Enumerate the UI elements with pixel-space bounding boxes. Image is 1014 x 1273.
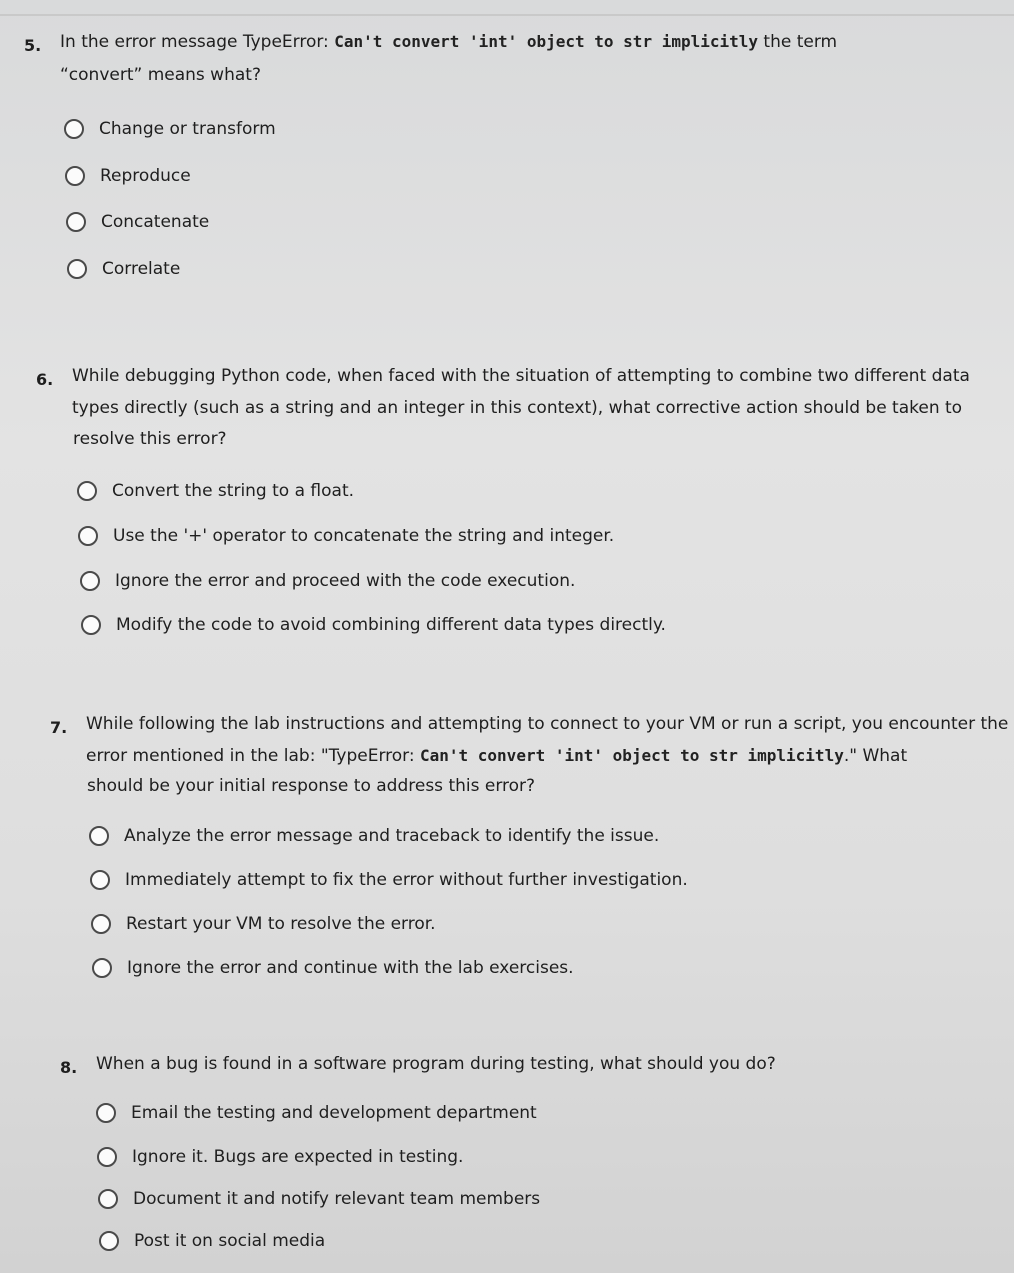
option-label: Ignore the error and proceed with the code execution. <box>115 571 576 591</box>
option-ignore-error[interactable] <box>80 567 575 595</box>
question-number: 6. <box>36 370 54 389</box>
question-prompt-line: “convert” means what? <box>60 65 261 85</box>
question-prompt-line <box>60 26 837 58</box>
option-modify-code[interactable] <box>81 611 666 639</box>
option-ignore-bug[interactable] <box>97 1143 463 1171</box>
option-label: Change or transform <box>99 119 276 139</box>
option-label: Convert the string to a float. <box>112 481 355 501</box>
option-post-social-media[interactable] <box>99 1227 325 1255</box>
option-correlate[interactable] <box>67 255 180 283</box>
option-label: Immediately attempt to fix the error without further investigation. <box>125 870 688 890</box>
option-label: Restart your VM to resolve the error. <box>126 914 436 934</box>
error-code: Can't convert 'int' object to str implicitly <box>334 32 759 51</box>
question-prompt-line: When a bug is found in a software program during testing, what should you do? <box>96 1054 776 1074</box>
option-change-or-transform[interactable] <box>64 115 276 143</box>
question-prompt-line: should be your initial response to address this error? <box>87 776 536 796</box>
option-analyze-error[interactable] <box>89 822 659 850</box>
radio-button[interactable] <box>64 119 84 139</box>
question-prompt-line: While following the lab instructions and attempting to connect to your VM or run a script, you encounter the <box>86 714 1009 734</box>
option-email-department[interactable] <box>96 1099 537 1127</box>
option-ignore-continue[interactable] <box>92 954 574 982</box>
question-prompt-line <box>86 740 907 772</box>
option-label: Analyze the error message and traceback to identify the issue. <box>124 826 660 846</box>
option-label: Email the testing and development department <box>131 1103 537 1123</box>
option-convert-string-to-float[interactable] <box>77 477 354 505</box>
radio-button[interactable] <box>65 166 85 186</box>
question-prompt-line: types directly (such as a string and an integer in this context), what corrective action should be taken to <box>72 398 963 418</box>
radio-button[interactable] <box>81 615 101 635</box>
option-use-plus-operator[interactable] <box>78 522 614 550</box>
option-label: Post it on social media <box>134 1231 326 1251</box>
option-label: Concatenate <box>101 212 210 232</box>
option-label: Ignore the error and continue with the lab exercises. <box>127 958 574 978</box>
question-number: 5. <box>24 36 42 55</box>
radio-button[interactable] <box>66 212 86 232</box>
radio-button[interactable] <box>96 1103 116 1123</box>
option-label: Modify the code to avoid combining different data types directly. <box>116 615 666 635</box>
option-restart-vm[interactable] <box>91 910 436 938</box>
radio-button[interactable] <box>97 1147 117 1167</box>
prompt-text: error mentioned in the lab: "TypeError: <box>86 746 420 766</box>
radio-button[interactable] <box>78 526 98 546</box>
option-label: Correlate <box>102 259 181 279</box>
question-number: 8. <box>60 1058 78 1077</box>
radio-button[interactable] <box>67 259 87 279</box>
option-document-notify[interactable] <box>98 1185 540 1213</box>
question-prompt-line: While debugging Python code, when faced with the situation of attempting to combine two different data <box>72 366 970 386</box>
option-reproduce[interactable] <box>65 162 191 190</box>
prompt-text: In the error message TypeError: <box>60 32 335 52</box>
radio-button[interactable] <box>98 1189 118 1209</box>
top-divider <box>0 14 1014 16</box>
prompt-text: the term <box>758 32 838 52</box>
radio-button[interactable] <box>99 1231 119 1251</box>
option-label: Document it and notify relevant team members <box>133 1189 541 1209</box>
question-number: 7. <box>50 718 68 737</box>
option-label: Reproduce <box>100 166 191 186</box>
option-concatenate[interactable] <box>66 208 209 236</box>
radio-button[interactable] <box>92 958 112 978</box>
radio-button[interactable] <box>80 571 100 591</box>
error-code: Can't convert 'int' object to str implicitly <box>419 746 844 765</box>
radio-button[interactable] <box>91 914 111 934</box>
question-prompt-line: resolve this error? <box>73 429 227 449</box>
option-label: Ignore it. Bugs are expected in testing. <box>132 1147 464 1167</box>
radio-button[interactable] <box>90 870 110 890</box>
prompt-text: ." What <box>843 746 908 766</box>
radio-button[interactable] <box>89 826 109 846</box>
option-immediately-fix[interactable] <box>90 866 688 894</box>
option-label: Use the '+' operator to concatenate the string and integer. <box>113 526 615 546</box>
radio-button[interactable] <box>77 481 97 501</box>
